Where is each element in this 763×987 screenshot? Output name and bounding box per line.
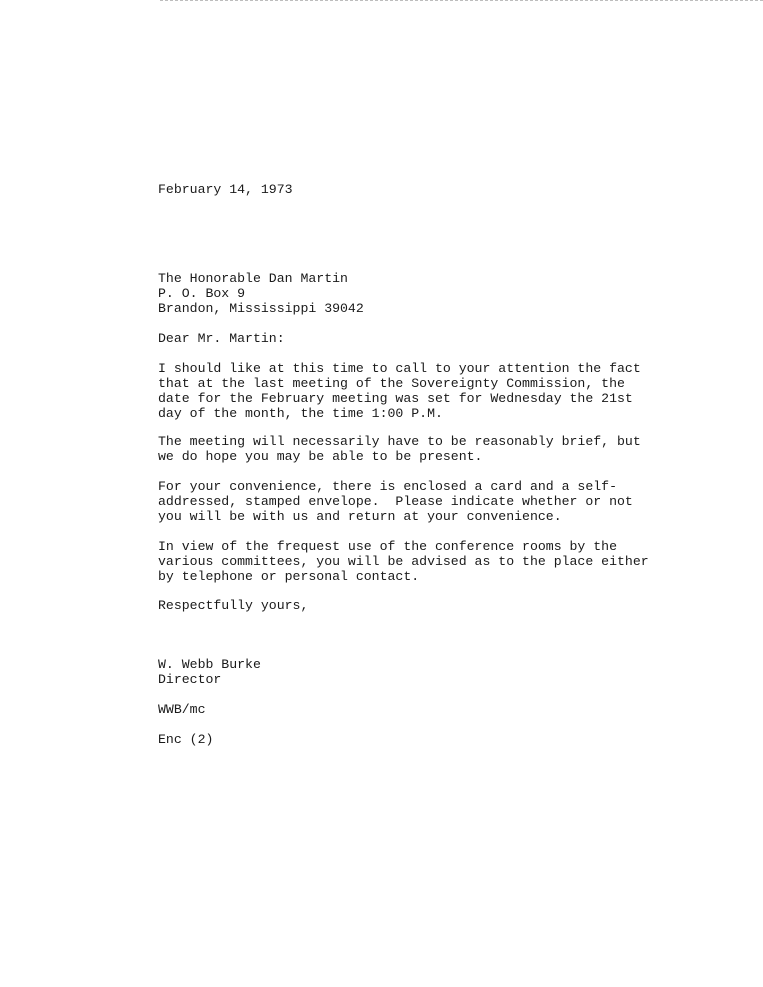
recipient-address-line2: Brandon, Mississippi 39042 <box>158 301 364 316</box>
paragraph-meeting-date <box>158 361 641 421</box>
page-top-edge <box>160 0 763 1</box>
paragraph-line: you will be with us and return at your convenience. <box>158 509 562 524</box>
paragraph-enclosed-card <box>158 479 633 524</box>
letter-date: February 14, 1973 <box>158 182 293 197</box>
enclosure-note: Enc (2) <box>158 732 214 747</box>
recipient-address-line1: P. O. Box 9 <box>158 286 246 301</box>
salutation: Dear Mr. Martin: <box>158 331 285 346</box>
paragraph-line: day of the month, the time 1:00 P.M. <box>158 406 443 421</box>
paragraph-line: by telephone or personal contact. <box>158 569 420 584</box>
paragraph-line: The meeting will necessarily have to be reasonably brief, but <box>158 434 641 449</box>
paragraph-line: date for the February meeting was set for Wednesday the 21st <box>158 391 633 406</box>
paragraph-line: addressed, stamped envelope. Please indicate whether or not <box>158 494 633 509</box>
paragraph-line: For your convenience, there is enclosed a card and a self- <box>158 479 617 494</box>
signer-title: Director <box>158 672 222 687</box>
paragraph-line: I should like at this time to call to your attention the fact <box>158 361 641 376</box>
reference-initials: WWB/mc <box>158 702 206 717</box>
recipient-name: The Honorable Dan Martin <box>158 271 348 286</box>
paragraph-line: In view of the frequest use of the conference rooms by the <box>158 539 617 554</box>
signer-name: W. Webb Burke <box>158 657 261 672</box>
paragraph-conference-rooms <box>158 539 649 584</box>
paragraph-brief-meeting <box>158 434 641 464</box>
paragraph-line: that at the last meeting of the Sovereignty Commission, the <box>158 376 625 391</box>
paragraph-line: we do hope you may be able to be present. <box>158 449 483 464</box>
closing: Respectfully yours, <box>158 598 309 613</box>
paragraph-line: various committees, you will be advised as to the place either <box>158 554 649 569</box>
